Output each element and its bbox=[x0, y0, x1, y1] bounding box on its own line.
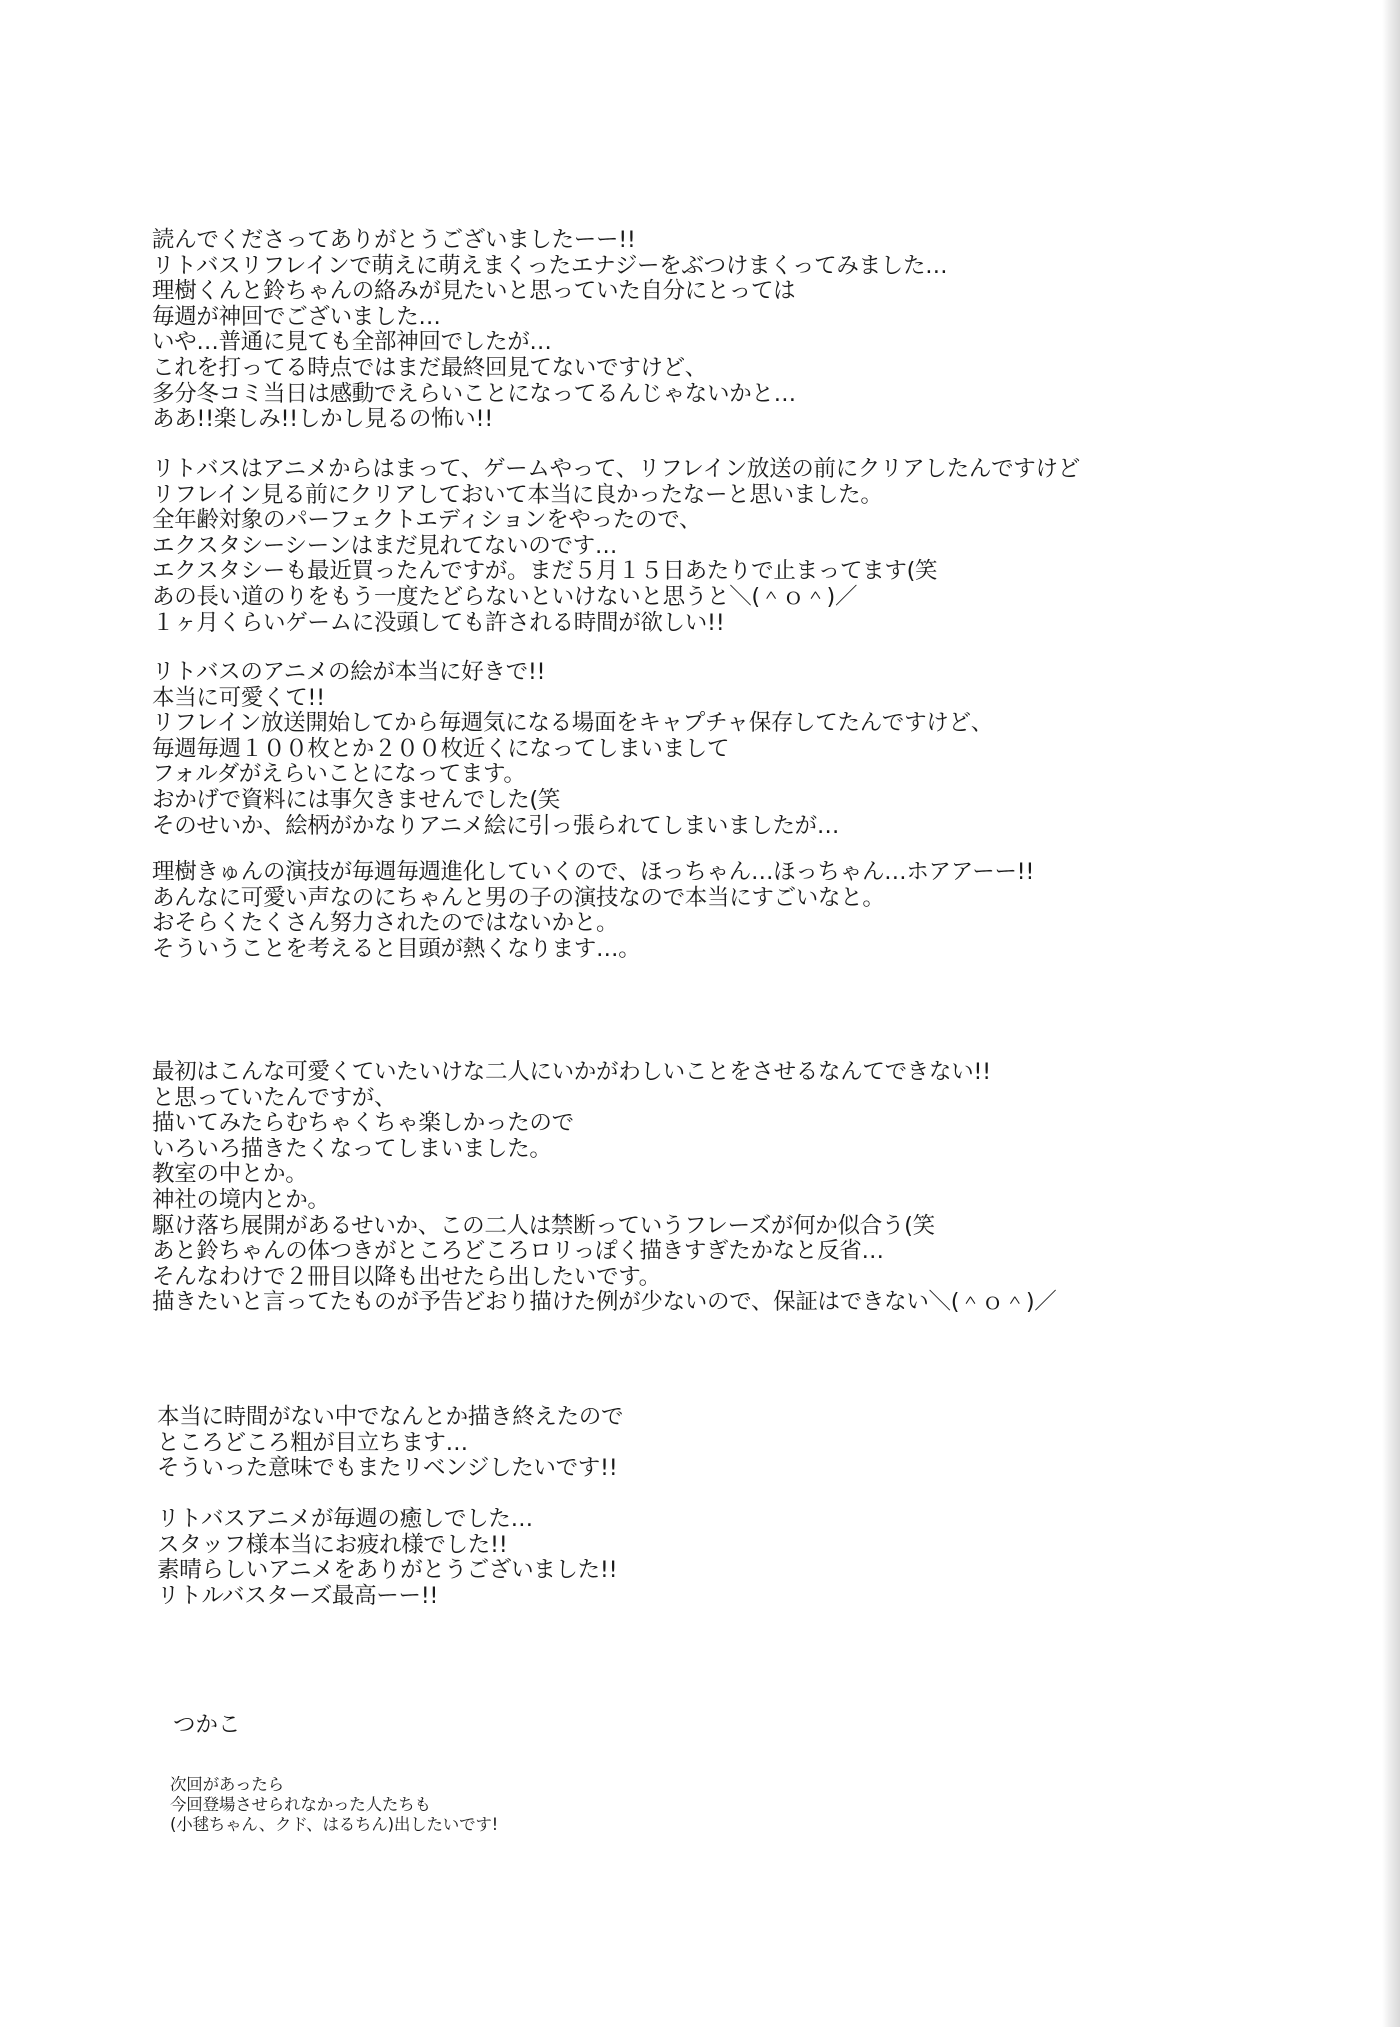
text-line: あんなに可愛い声なのにちゃんと男の子の演技なので本当にすごいなと。 bbox=[152, 884, 885, 911]
text-line: あと鈴ちゃんの体つきがところどころロリっぽく描きすぎたかなと反省… bbox=[152, 1238, 884, 1265]
text-line: 全年齢対象のパーフェクトエディションをやったので、 bbox=[152, 507, 702, 534]
text-line: 素晴らしいアニメをありがとうございました!! bbox=[157, 1557, 618, 1584]
text-line: いろいろ描きたくなってしまいました。 bbox=[152, 1135, 552, 1162]
text-line: と思っていたんですが、 bbox=[152, 1084, 397, 1111]
text-line: 本当に可愛くて!! bbox=[152, 684, 325, 711]
author-note bbox=[170, 1775, 498, 1835]
text-line: エクスタシーシーンはまだ見れてないのです… bbox=[152, 532, 618, 559]
afterword-paragraph-5 bbox=[152, 1060, 1057, 1316]
text-line: そんなわけで２冊目以降も出せたら出したいです。 bbox=[152, 1263, 661, 1290]
afterword-paragraph-4 bbox=[152, 860, 1034, 962]
text-line: 描いてみたらむちゃくちゃ楽しかったので bbox=[152, 1110, 574, 1137]
text-line: 毎週が神回でございました… bbox=[152, 303, 441, 330]
text-line: フォルダがえらいことになってます。 bbox=[152, 761, 526, 788]
text-line: エクスタシーも最近買ったんですが。まだ５月１５日あたりで止まってます(笑 bbox=[152, 558, 938, 585]
note-line: 今回登場させられなかった人たちも bbox=[170, 1795, 431, 1814]
text-line: おかげで資料には事欠きませんでした(笑 bbox=[152, 786, 561, 813]
note-line: 次回があったら bbox=[170, 1775, 284, 1794]
text-line: リフレイン放送開始してから毎週気になる場面をキャプチャ保存してたんですけど、 bbox=[152, 710, 993, 737]
text-line: 描きたいと言ってたものが予告どおり描けた例が少ないので、保証はできない＼(＾ｏ＾)／ bbox=[152, 1289, 1057, 1316]
author-signature: つかこ bbox=[173, 1712, 241, 1738]
text-line: 理樹きゅんの演技が毎週毎週進化していくので、ほっちゃん…ほっちゃん…ホアアーー!! bbox=[152, 859, 1035, 885]
afterword-paragraph-6 bbox=[157, 1405, 623, 1482]
text-line: 駆け落ち展開があるせいか、この二人は禁断っていうフレーズが何か似合う(笑 bbox=[152, 1212, 935, 1239]
afterword-paragraph-7 bbox=[157, 1507, 617, 1609]
text-line: リトバスアニメが毎週の癒しでした… bbox=[157, 1506, 533, 1532]
text-line: そういうことを考えると目頭が熱くなります…。 bbox=[152, 935, 641, 962]
text-line: １ヶ月くらいゲームに没頭しても許される時間が欲しい!! bbox=[152, 609, 725, 636]
text-line: リフレイン見る前にクリアしておいて本当に良かったなーと思いました。 bbox=[152, 481, 883, 508]
text-line: リトルバスターズ最高ーー!! bbox=[157, 1582, 439, 1609]
text-line: 最初はこんな可愛くていたいけな二人にいかがわしいことをさせるなんてできない!! bbox=[152, 1059, 991, 1085]
note-line: (小毬ちゃん、クド、はるちん)出したいです! bbox=[170, 1815, 499, 1834]
text-line: リトバスはアニメからはまって、ゲームやって、リフレイン放送の前にクリアしたんですけど bbox=[152, 456, 1080, 482]
text-line: おそらくたくさん努力されたのではないかと。 bbox=[152, 910, 619, 937]
text-line: 教室の中とか。 bbox=[152, 1161, 308, 1188]
afterword-paragraph-1 bbox=[152, 228, 947, 433]
text-line: スタッフ様本当にお疲れ様でした!! bbox=[157, 1531, 508, 1558]
text-line: 本当に時間がない中でなんとか描き終えたので bbox=[157, 1404, 624, 1430]
text-line: いや…普通に見ても全部神回でしたが… bbox=[152, 329, 552, 356]
text-line: 読んでくださってありがとうございましたーー!! bbox=[152, 227, 636, 253]
text-line: あの長い道のりをもう一度たどらないといけないと思うと＼(＾ｏ＾)／ bbox=[152, 583, 858, 610]
text-line: リトバスのアニメの絵が本当に好きで!! bbox=[152, 659, 546, 685]
text-line: ああ!!楽しみ!!しかし見るの怖い!! bbox=[152, 406, 493, 433]
text-line: 神社の境内とか。 bbox=[152, 1186, 330, 1213]
text-line: 毎週毎週１００枚とか２００枚近くになってしまいまして bbox=[152, 735, 730, 762]
text-line: そういった意味でもまたリベンジしたいです!! bbox=[157, 1455, 618, 1482]
text-line: これを打ってる時点ではまだ最終回見てないですけど、 bbox=[152, 354, 708, 381]
afterword-paragraph-2 bbox=[152, 457, 1080, 636]
text-line: ところどころ粗が目立ちます… bbox=[157, 1429, 468, 1456]
text-line: 多分冬コミ当日は感動でえらいことになってるんじゃないかと… bbox=[152, 380, 796, 407]
afterword-paragraph-3 bbox=[152, 660, 993, 839]
page-edge-shadow bbox=[1382, 0, 1400, 2027]
text-line: リトバスリフレインで萌えに萌えまくったエナジーをぶつけまくってみました… bbox=[152, 252, 948, 279]
text-line: 理樹くんと鈴ちゃんの絡みが見たいと思っていた自分にとっては bbox=[152, 278, 796, 305]
text-line: そのせいか、絵柄がかなりアニメ絵に引っ張られてしまいましたが… bbox=[152, 812, 840, 839]
